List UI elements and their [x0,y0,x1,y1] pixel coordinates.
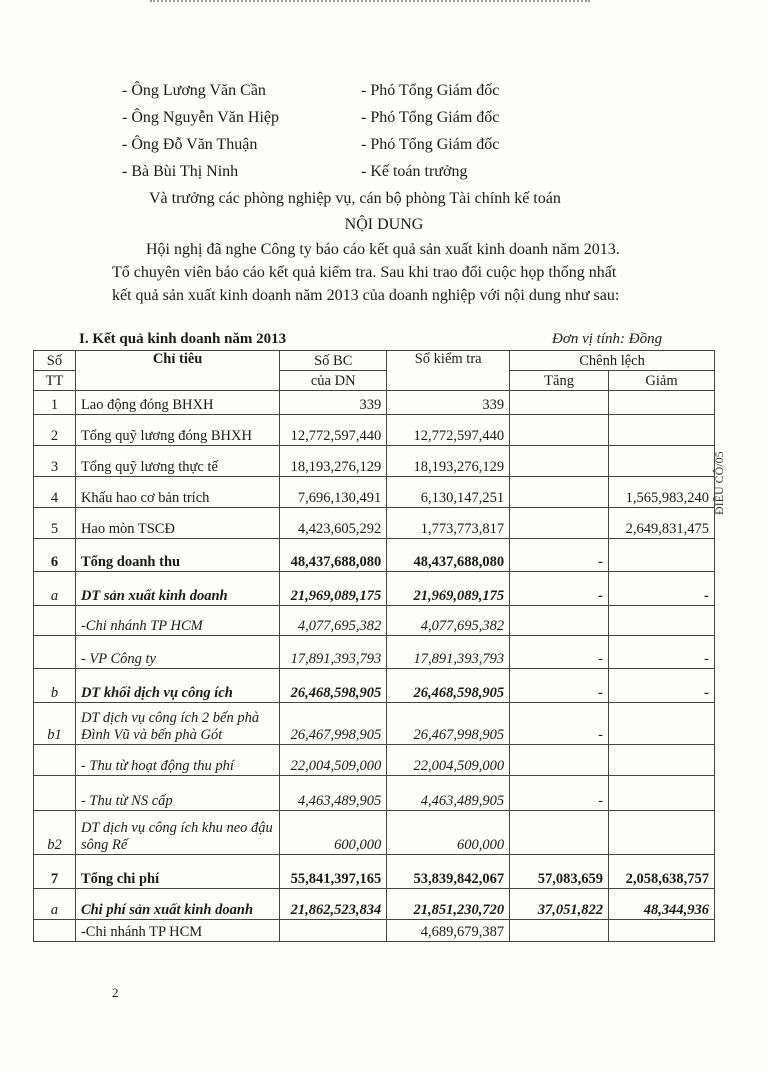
cell-bc: 18,193,276,129 [280,446,387,477]
cell-kt: 26,468,598,905 [387,669,510,703]
cell-stt: 3 [34,446,76,477]
table-row [34,446,715,477]
attendee-role: - Phó Tổng Giám đốc [361,82,500,99]
cell-giam [609,745,715,776]
cell-kt: 600,000 [387,811,510,855]
cell-bc: 48,437,688,080 [280,539,387,572]
cell-kt: 1,773,773,817 [387,508,510,539]
cell-name: - VP Công ty [75,636,279,669]
header-stt: Số [34,351,76,371]
cell-kt: 22,004,509,000 [387,745,510,776]
cell-giam [609,776,715,811]
table-row [34,508,715,539]
cell-name: - Thu từ NS cấp [75,776,279,811]
cell-name: Hao mòn TSCĐ [75,508,279,539]
cell-name: DT sản xuất kinh doanh [75,572,279,606]
cell-kt: 17,891,393,793 [387,636,510,669]
cell-bc: 26,468,598,905 [280,669,387,703]
cell-bc: 55,841,397,165 [280,855,387,889]
cell-name: - Thu từ hoạt động thu phí [75,745,279,776]
cell-giam: - [609,572,715,606]
cell-name: Tổng quỹ lương đóng BHXH [75,415,279,446]
cell-name: DT khối dịch vụ công ích [75,669,279,703]
cell-tang: - [510,636,609,669]
cell-tang [510,477,609,508]
cell-bc: 4,423,605,292 [280,508,387,539]
results-table [33,350,715,942]
cell-tang [510,745,609,776]
cell-tang [510,606,609,636]
cell-name: Tổng doanh thu [75,539,279,572]
cell-stt [34,606,76,636]
cell-giam: - [609,669,715,703]
cell-stt: 4 [34,477,76,508]
attendee-name: - Bà Bùi Thị Ninh [122,163,239,180]
cell-tang: - [510,669,609,703]
cell-kt: 4,077,695,382 [387,606,510,636]
cell-name: Tổng quỹ lương thực tế [75,446,279,477]
cell-kt: 6,130,147,251 [387,477,510,508]
cell-tang: 57,083,659 [510,855,609,889]
cell-bc: 17,891,393,793 [280,636,387,669]
page-number: 2 [112,985,119,1000]
attendee-role: - Phó Tổng Giám đốc [361,136,500,153]
table-row [34,703,715,745]
table-row [34,889,715,920]
cell-tang: 37,051,822 [510,889,609,920]
cell-giam [609,811,715,855]
table-title: I. Kết quả kinh doanh năm 2013 [79,331,287,347]
cell-kt: 48,437,688,080 [387,539,510,572]
cell-stt [34,920,76,942]
table-row [34,539,715,572]
cell-stt [34,636,76,669]
cell-stt: a [34,889,76,920]
cell-tang [510,508,609,539]
intro-line: Hội nghị đã nghe Công ty báo cáo kết quả sản xuất kinh doanh năm 2013. [146,241,620,258]
cell-giam [609,920,715,942]
cell-tang: - [510,539,609,572]
cell-name: Tổng chi phí [75,855,279,889]
cell-giam: - [609,636,715,669]
table-row [34,391,715,415]
table-row [34,855,715,889]
cell-tang: - [510,776,609,811]
cell-bc: 21,862,523,834 [280,889,387,920]
cell-bc: 600,000 [280,811,387,855]
cell-kt: 12,772,597,440 [387,415,510,446]
header-chitieu: Chỉ tiêu [75,351,279,391]
cell-name: Lao động đóng BHXH [75,391,279,415]
header-stt-2: TT [34,371,76,391]
cell-kt: 21,851,230,720 [387,889,510,920]
cell-kt: 21,969,089,175 [387,572,510,606]
table-row [34,606,715,636]
cell-giam [609,446,715,477]
attendee-role: - Kế toán trưởng [361,163,468,180]
table-row [34,669,715,703]
attendee-name: - Ông Nguyễn Văn Hiệp [122,109,280,126]
cell-stt: 2 [34,415,76,446]
cell-tang [510,920,609,942]
cell-bc: 339 [280,391,387,415]
cell-stt: 7 [34,855,76,889]
table-row [34,572,715,606]
cell-name: Khấu hao cơ bản trích [75,477,279,508]
scan-edge-mark [150,0,590,6]
others-line: Và trưởng các phòng nghiệp vụ, cán bộ phòng Tài chính kế toán [149,190,561,207]
cell-bc: 4,077,695,382 [280,606,387,636]
table-row [34,776,715,811]
cell-kt: 53,839,842,067 [387,855,510,889]
cell-kt: 18,193,276,129 [387,446,510,477]
cell-bc: 26,467,998,905 [280,703,387,745]
cell-kt: 4,689,679,387 [387,920,510,942]
unit-label: Đơn vị tính: Đồng [552,331,663,347]
header-giam: Giảm [609,371,715,391]
cell-stt [34,745,76,776]
cell-stt: b [34,669,76,703]
cell-giam [609,606,715,636]
header-tang: Tăng [510,371,609,391]
section-heading: NỘI DUNG [344,216,424,233]
margin-stamp: ĐIỀU CÔ/05 [712,451,726,515]
cell-giam [609,539,715,572]
header-chenh: Chênh lệch [510,351,715,371]
cell-stt: b1 [34,703,76,745]
cell-stt: a [34,572,76,606]
cell-bc: 22,004,509,000 [280,745,387,776]
cell-giam: 2,058,638,757 [609,855,715,889]
cell-tang: - [510,703,609,745]
cell-bc: 21,969,089,175 [280,572,387,606]
cell-bc: 7,696,130,491 [280,477,387,508]
cell-kt: 339 [387,391,510,415]
table-row [34,920,715,942]
header-bc: Số BC [280,351,387,371]
cell-tang [510,415,609,446]
cell-stt: 1 [34,391,76,415]
table-row [34,636,715,669]
cell-giam [609,415,715,446]
cell-tang [510,446,609,477]
cell-stt: 5 [34,508,76,539]
cell-stt: 6 [34,539,76,572]
table-row [34,477,715,508]
cell-giam: 1,565,983,240 [609,477,715,508]
intro-line: kết quả sản xuất kinh doanh năm 2013 của doanh nghiệp với nội dung như sau: [112,287,620,304]
table-row [34,415,715,446]
cell-kt: 4,463,489,905 [387,776,510,811]
cell-name: DT dịch vụ công ích khu neo đậu sông Rế [75,811,279,855]
cell-name: DT dịch vụ công ích 2 bến phà Đình Vũ và bến phà Gót [75,703,279,745]
cell-bc [280,920,387,942]
header-bc-2: của DN [280,371,387,391]
cell-giam [609,703,715,745]
attendee-name: - Ông Lương Văn Cần [122,82,266,99]
cell-tang [510,391,609,415]
cell-giam [609,391,715,415]
cell-stt: b2 [34,811,76,855]
intro-line: Tổ chuyên viên báo cáo kết quả kiểm tra. Sau khi trao đổi cuộc họp thống nhất [112,264,617,281]
cell-name: Chi phí sản xuất kinh doanh [75,889,279,920]
header-kt: Số kiểm tra [387,351,510,391]
cell-giam: 48,344,936 [609,889,715,920]
attendee-role: - Phó Tổng Giám đốc [361,109,500,126]
cell-bc: 4,463,489,905 [280,776,387,811]
attendee-name: - Ông Đỗ Văn Thuận [122,136,258,153]
cell-name: -Chi nhánh TP HCM [75,920,279,942]
cell-name: -Chi nhánh TP HCM [75,606,279,636]
cell-bc: 12,772,597,440 [280,415,387,446]
cell-tang [510,811,609,855]
cell-tang: - [510,572,609,606]
cell-kt: 26,467,998,905 [387,703,510,745]
cell-giam: 2,649,831,475 [609,508,715,539]
cell-stt [34,776,76,811]
table-row [34,811,715,855]
table-row [34,745,715,776]
